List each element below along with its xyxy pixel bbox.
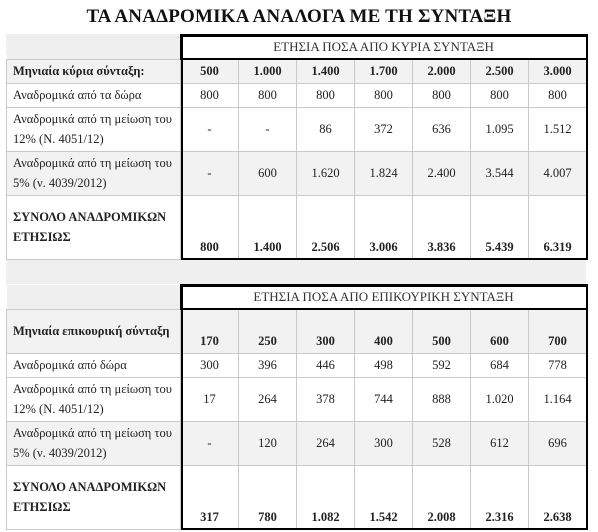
value-cell: 378 bbox=[297, 377, 355, 421]
value-cell: 1.082 bbox=[297, 465, 355, 529]
value-cell: 1.020 bbox=[471, 377, 529, 421]
value-cell: 250 bbox=[239, 309, 297, 353]
middle-grey-band bbox=[6, 260, 586, 284]
value-cell: 1.512 bbox=[529, 107, 587, 151]
value-cell: 1.095 bbox=[471, 107, 529, 151]
table-row bbox=[7, 151, 587, 195]
value-cell: 498 bbox=[355, 353, 413, 377]
value-cell: 636 bbox=[413, 107, 471, 151]
value-cell: - bbox=[239, 107, 297, 151]
value-cell: 3.000 bbox=[529, 59, 587, 83]
value-cell: 264 bbox=[297, 421, 355, 465]
value-cell: 2.000 bbox=[413, 59, 471, 83]
header-blank-cell bbox=[7, 35, 181, 59]
value-cell: 3.544 bbox=[471, 151, 529, 195]
value-cell: 500 bbox=[413, 309, 471, 353]
value-cell: 888 bbox=[413, 377, 471, 421]
value-cell: 372 bbox=[355, 107, 413, 151]
table-row bbox=[7, 83, 587, 107]
table-caption: ΕΤΗΣΙΑ ΠΟΣΑ ΑΠΟ ΕΠΙΚΟΥΡΙΚΗ ΣΥΝΤΑΞΗ bbox=[181, 285, 587, 309]
value-cell: 2.400 bbox=[413, 151, 471, 195]
value-cell: 700 bbox=[529, 309, 587, 353]
value-cell: 2.500 bbox=[471, 59, 529, 83]
value-cell: 800 bbox=[239, 83, 297, 107]
value-cell: 800 bbox=[355, 83, 413, 107]
value-cell: 2.316 bbox=[471, 465, 529, 529]
value-cell: 684 bbox=[471, 353, 529, 377]
value-cell: 528 bbox=[413, 421, 471, 465]
value-cell: 300 bbox=[355, 421, 413, 465]
auxiliary-pension-table bbox=[6, 284, 588, 530]
value-cell: 396 bbox=[239, 353, 297, 377]
value-cell: 592 bbox=[413, 353, 471, 377]
value-cell: 3.836 bbox=[413, 195, 471, 259]
table-row bbox=[7, 353, 587, 377]
value-cell: 696 bbox=[529, 421, 587, 465]
row-label: ΣΥΝΟΛΟ ΑΝΑΔΡΟΜΙΚΩΝ ΕΤΗΣΙΩΣ bbox=[7, 195, 181, 259]
value-cell: 1.400 bbox=[239, 195, 297, 259]
table-row bbox=[7, 59, 587, 83]
value-cell: 300 bbox=[181, 353, 239, 377]
value-cell: 1.620 bbox=[297, 151, 355, 195]
table-row bbox=[7, 195, 587, 259]
value-cell: 120 bbox=[239, 421, 297, 465]
value-cell: 2.008 bbox=[413, 465, 471, 529]
row-label: Αναδρομικά από τη μείωση του 5% (ν. 4039/2012) bbox=[7, 151, 181, 195]
value-cell: 17 bbox=[181, 377, 239, 421]
value-cell: 600 bbox=[239, 151, 297, 195]
value-cell: 800 bbox=[529, 83, 587, 107]
page-title: ΤΑ ΑΝΑΔΡΟΜΙΚΑ ΑΝΑΛΟΓΑ ΜΕ ΤΗ ΣΥΝΤΑΞΗ bbox=[86, 6, 512, 27]
row-label: ΣΥΝΟΛΟ ΑΝΑΔΡΟΜΙΚΩΝ ΕΤΗΣΙΩΣ bbox=[7, 465, 181, 529]
value-cell: 1.400 bbox=[297, 59, 355, 83]
value-cell: 1.542 bbox=[355, 465, 413, 529]
row-label: Μηνιαία επικουρική σύνταξη bbox=[7, 309, 181, 353]
table-row bbox=[7, 377, 587, 421]
value-cell: 4.007 bbox=[529, 151, 587, 195]
value-cell: 170 bbox=[181, 309, 239, 353]
value-cell: 1.164 bbox=[529, 377, 587, 421]
row-label: Αναδρομικά από τα δώρα bbox=[7, 83, 181, 107]
value-cell: 2.638 bbox=[529, 465, 587, 529]
value-cell: - bbox=[181, 421, 239, 465]
value-cell: 1.000 bbox=[239, 59, 297, 83]
value-cell: 300 bbox=[297, 309, 355, 353]
main-pension-table bbox=[6, 34, 588, 260]
table-row bbox=[7, 465, 587, 529]
table-caption: ΕΤΗΣΙΑ ΠΟΣΑ ΑΠΟ ΚΥΡΙΑ ΣΥΝΤΑΞΗ bbox=[181, 35, 587, 59]
row-label: Αναδρομικά από τη μείωση του 12% (Ν. 4051/12) bbox=[7, 377, 181, 421]
value-cell: - bbox=[181, 151, 239, 195]
table-row bbox=[7, 309, 587, 353]
value-cell: 600 bbox=[471, 309, 529, 353]
row-label: Αναδρομικά από τη μείωση του 12% (Ν. 4051/12) bbox=[7, 107, 181, 151]
value-cell: 800 bbox=[181, 195, 239, 259]
value-cell: - bbox=[181, 107, 239, 151]
value-cell: 3.006 bbox=[355, 195, 413, 259]
value-cell: 1.700 bbox=[355, 59, 413, 83]
value-cell: 800 bbox=[471, 83, 529, 107]
value-cell: 5.439 bbox=[471, 195, 529, 259]
value-cell: 744 bbox=[355, 377, 413, 421]
value-cell: 778 bbox=[529, 353, 587, 377]
value-cell: 800 bbox=[297, 83, 355, 107]
value-cell: 800 bbox=[413, 83, 471, 107]
value-cell: 264 bbox=[239, 377, 297, 421]
row-label: Μηνιαία κύρια σύνταξη: bbox=[7, 59, 181, 83]
value-cell: 800 bbox=[181, 83, 239, 107]
value-cell: 86 bbox=[297, 107, 355, 151]
value-cell: 1.824 bbox=[355, 151, 413, 195]
value-cell: 612 bbox=[471, 421, 529, 465]
value-cell: 500 bbox=[181, 59, 239, 83]
value-cell: 6.319 bbox=[529, 195, 587, 259]
table-row bbox=[7, 107, 587, 151]
value-cell: 400 bbox=[355, 309, 413, 353]
value-cell: 2.506 bbox=[297, 195, 355, 259]
header-blank-cell bbox=[7, 285, 181, 309]
row-label: Αναδρομικά από τη μείωση του 5% (ν. 4039/2012) bbox=[7, 421, 181, 465]
table-row bbox=[7, 421, 587, 465]
value-cell: 446 bbox=[297, 353, 355, 377]
row-label: Αναδρομικά από δώρα bbox=[7, 353, 181, 377]
value-cell: 780 bbox=[239, 465, 297, 529]
value-cell: 317 bbox=[181, 465, 239, 529]
